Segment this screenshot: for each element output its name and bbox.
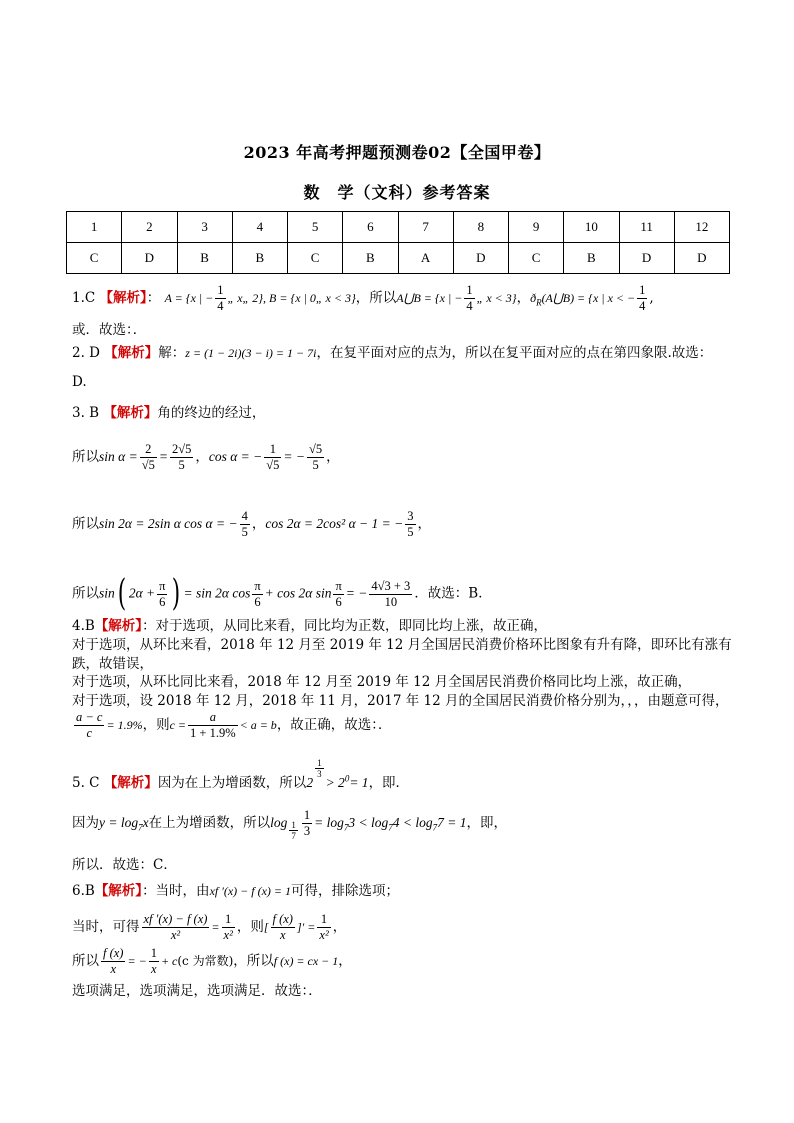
q5-tag: 5. C [72, 775, 100, 791]
numerator: 1 [150, 946, 157, 960]
numerator: 4√3 + 3 [371, 578, 411, 593]
text: ， [417, 516, 431, 532]
question-number: 2 [122, 212, 177, 243]
q3-line-2 [72, 442, 732, 473]
math: = 1.9% [106, 718, 143, 732]
q4-line-5: 对于选项，设 2018 年 12 月，2018 年 11 月，2017 年 12 月的全国居民消费价格分别为，，，由题意可得， [72, 693, 729, 709]
numerator: 1 [217, 283, 224, 297]
math: 7 = 1 [437, 815, 467, 830]
fraction [369, 579, 412, 610]
q6-line-2 [72, 912, 732, 943]
math: A⋃B = {x | − [396, 291, 463, 305]
math: 2 [306, 775, 314, 790]
numerator: 4 [241, 509, 248, 523]
fraction [101, 946, 125, 977]
math: c = [169, 718, 187, 732]
fraction [405, 509, 415, 540]
fraction [149, 946, 159, 977]
question-number: 1 [67, 212, 122, 243]
math: ]′ = [296, 920, 316, 934]
numerator: 1 [222, 912, 235, 928]
math: x [142, 815, 149, 830]
text: ， [326, 449, 340, 465]
subscript-fraction [289, 820, 298, 841]
fraction [222, 912, 235, 943]
numerator: 3 [407, 509, 414, 523]
numerator: 1 [291, 820, 296, 830]
question-number: 3 [177, 212, 232, 243]
fraction [333, 579, 343, 610]
q5-label: 【解析】 [103, 775, 158, 791]
fraction [252, 579, 262, 610]
answer-cell: A [398, 243, 453, 274]
denominator: 5 [407, 525, 414, 539]
math: 7 [138, 822, 143, 833]
denominator: 10 [384, 594, 398, 609]
numerator: 2√5 [171, 442, 192, 456]
question-number: 10 [564, 212, 619, 243]
answer-table [66, 211, 730, 274]
text: ：当时，由 [142, 883, 210, 899]
numerator: 1 [317, 912, 330, 928]
q4-line-2: 对于选项，从环比来看，2018 年 12 月至 2019 年 12 月全国居民消费价格环比图象有升有降，即环比有涨有 [72, 637, 732, 653]
math: = − [283, 449, 305, 464]
question-number: 8 [453, 212, 508, 243]
math: z = (1 − 2i)(3 − i) = 1 − 7i [185, 346, 317, 360]
text: 所以 [72, 449, 99, 465]
answer-cell: B [232, 243, 287, 274]
fraction [74, 710, 104, 741]
math: sin [99, 585, 115, 601]
fraction [302, 808, 312, 839]
text: ，即， [466, 815, 507, 831]
numerator: f (x) [272, 912, 293, 926]
text: ，即． [368, 775, 410, 791]
numerator: π [159, 578, 166, 593]
text: ， [195, 449, 209, 465]
exam-title: 2023 年高考押题预测卷02【全国甲卷】 [243, 143, 551, 162]
numerator: 1 [466, 283, 473, 297]
math: 7 [343, 822, 349, 833]
math: sin α = [99, 449, 138, 464]
q1-label: 【解析】 [99, 290, 147, 306]
q4-line-4: 对于选项，从环比同比来看，2018 年 12 月至 2019 年 12 月全国居民消费价格同比均上涨，故正确， [72, 674, 692, 690]
denominator: x [279, 928, 286, 942]
math: = − [345, 585, 368, 601]
denominator: x² [319, 928, 329, 942]
answer-cell: D [122, 243, 177, 274]
numerator: 1 [303, 808, 311, 822]
exam-subtitle: 数 学（文科）参考答案 [303, 183, 491, 202]
math: cos α = − [208, 449, 263, 464]
denominator: 3 [303, 824, 311, 838]
denominator: x [151, 962, 157, 976]
text: 所以 [72, 516, 99, 532]
q1-line-2: 或．故选：． [72, 322, 147, 338]
denominator: 5 [178, 458, 185, 472]
question-number: 4 [232, 212, 287, 243]
text: 在上为增函数，所以 [148, 815, 271, 831]
fraction [188, 710, 238, 741]
fraction [142, 912, 210, 943]
question-number: 5 [288, 212, 343, 243]
answer-cell: D [619, 243, 674, 274]
numerator: a [188, 710, 238, 726]
q1-tag: 1.C [72, 290, 96, 306]
text: (c 为常数) [177, 954, 234, 968]
question-number: 7 [398, 212, 453, 243]
text: ，所以 [355, 290, 397, 306]
q2-tag: 2. D [72, 345, 100, 361]
text: , [649, 290, 654, 306]
math: = [158, 449, 168, 464]
text: ，所以 [233, 953, 274, 969]
answer-cell: D [674, 243, 729, 274]
numerator: 1 [317, 758, 322, 768]
denominator: √5 [141, 458, 155, 472]
answer-cell: B [343, 243, 398, 274]
text: ，在复平面对应的点为，所以在复平面对应的点在第四象限.故选： [316, 345, 713, 361]
math: > 2 [325, 775, 345, 790]
math: 2α + [128, 585, 156, 601]
q5-line-3: 所以．故选：C． [72, 857, 177, 873]
math: „ x < 3} [476, 291, 517, 305]
fraction [170, 442, 193, 473]
exponent-fraction [315, 758, 324, 779]
question-number: 6 [343, 212, 398, 243]
q2-line-1 [72, 344, 732, 362]
numerator: xf ′(x) − f (x) [143, 912, 208, 926]
fraction [317, 912, 330, 943]
math: = sin 2α cos [183, 585, 251, 601]
q4-line-3: 跌，故错误， [72, 656, 153, 672]
q6-tag: 6.B [72, 883, 95, 899]
q3-tag: 3. B [72, 405, 100, 421]
denominator: 6 [254, 594, 261, 609]
q5-line-2 [72, 808, 732, 841]
answer-cell: B [177, 243, 232, 274]
math: cos 2α = 2cos² α − 1 = − [265, 516, 404, 531]
q6-label: 【解析】 [94, 883, 143, 899]
q1-line-1 [72, 283, 732, 314]
math: 0 [344, 773, 350, 784]
fraction [215, 283, 225, 314]
fraction [637, 283, 647, 314]
q2-line-2: D. [72, 374, 87, 390]
math: [ [263, 920, 269, 934]
fraction [240, 509, 250, 540]
text: ．故选：B． [414, 585, 492, 602]
math: + cos 2α sin [264, 585, 332, 601]
fraction [464, 283, 474, 314]
answer-cell: B [564, 243, 619, 274]
denominator: 1 + 1.9% [190, 726, 236, 740]
answer-cell: C [288, 243, 343, 274]
answer-table-number-row [67, 212, 730, 243]
math: = [211, 920, 220, 934]
math: „ x„ 2}, B = {x | 0„ x < 3} [227, 291, 356, 305]
answer-cell: C [67, 243, 122, 274]
numerator: 2 [140, 442, 157, 458]
denominator: x [110, 962, 117, 976]
math: + c [160, 954, 178, 968]
q4-tag: 4.B [72, 618, 95, 634]
numerator: 1 [264, 442, 281, 458]
text: 解： [158, 345, 186, 361]
text: 所以 [72, 953, 99, 969]
text: 角的终边的经过， [157, 405, 266, 421]
question-number: 9 [509, 212, 564, 243]
numerator: 1 [639, 283, 646, 297]
math: 7 [388, 822, 393, 833]
numerator: √5 [309, 442, 323, 456]
math: 7 [432, 822, 438, 833]
math: f (x) = cx − 1 [273, 954, 339, 968]
answer-cell: D [453, 243, 508, 274]
question-number: 12 [674, 212, 729, 243]
text: ，则 [236, 919, 264, 935]
fraction [307, 442, 324, 473]
denominator: 4 [466, 299, 473, 313]
q3-label: 【解析】 [103, 405, 158, 421]
text: ：对于选项，从同比来看，同比均为正数，即同比均上涨，故正确， [142, 618, 548, 634]
denominator: x² [170, 928, 181, 942]
math: = 1 [349, 775, 369, 790]
denominator: x² [223, 928, 233, 942]
q6-line-1 [72, 882, 732, 900]
text: 当时，可得 [72, 919, 140, 935]
math: 3 < log [348, 815, 389, 830]
text: ， [332, 919, 347, 935]
denominator: 6 [335, 594, 342, 609]
text: 所以 [72, 585, 99, 602]
right-paren: ) [172, 573, 181, 614]
math: R [536, 297, 542, 308]
math: xf ′(x) − f (x) = 1 [209, 884, 292, 898]
math: = log [314, 815, 344, 830]
denominator: √5 [266, 458, 280, 472]
text: 因为 [72, 815, 99, 831]
math: = − [127, 954, 147, 968]
math: ð [530, 291, 537, 305]
text: ， [251, 516, 266, 532]
answer-table-answer-row [67, 243, 730, 274]
fraction [140, 442, 157, 473]
math: A = {x | − [164, 291, 214, 305]
q3-line-4 [72, 573, 732, 614]
text: ： [146, 290, 161, 306]
q4-label: 【解析】 [94, 618, 143, 634]
q3-line-1 [72, 404, 732, 422]
q4-line-1 [72, 617, 732, 635]
q3-line-3 [72, 509, 732, 540]
text: ，故正确，故选：． [276, 717, 392, 733]
numerator: f (x) [103, 946, 124, 960]
q6-line-3 [72, 946, 732, 977]
denominator: c [86, 726, 93, 740]
denominator: 4 [217, 299, 224, 313]
q5-line-1 [72, 758, 732, 792]
denominator: 6 [159, 594, 166, 609]
math: (A⋃B) = {x | x < − [541, 291, 636, 305]
q2-label: 【解析】 [104, 345, 159, 361]
numerator: π [254, 578, 261, 593]
math: sin 2α = 2sin α cos α = − [99, 516, 238, 531]
denominator: 3 [317, 769, 322, 779]
question-number: 11 [619, 212, 674, 243]
denominator: 7 [291, 831, 296, 841]
text: ， [338, 953, 352, 969]
text: ，则 [142, 717, 170, 733]
denominator: 5 [312, 458, 319, 472]
fraction [157, 579, 167, 610]
math: y = log [99, 815, 139, 830]
math: 4 < log [392, 815, 433, 830]
left-paren: ( [117, 573, 127, 614]
fraction [271, 912, 295, 943]
q6-line-4: 选项满足，选项满足，选项满足．故选：． [72, 983, 322, 999]
fraction [264, 442, 281, 473]
math: < a = b [239, 718, 277, 732]
math: log [270, 815, 288, 830]
text: ， [516, 290, 531, 306]
numerator: π [335, 578, 342, 593]
q4-line-6 [72, 710, 732, 741]
denominator: 4 [639, 299, 646, 313]
numerator: a − c [76, 710, 103, 724]
text: 可得，排除选项； [291, 883, 400, 899]
answer-cell: C [509, 243, 564, 274]
text: 因为在上为增函数，所以 [157, 775, 307, 791]
denominator: 5 [241, 525, 248, 539]
